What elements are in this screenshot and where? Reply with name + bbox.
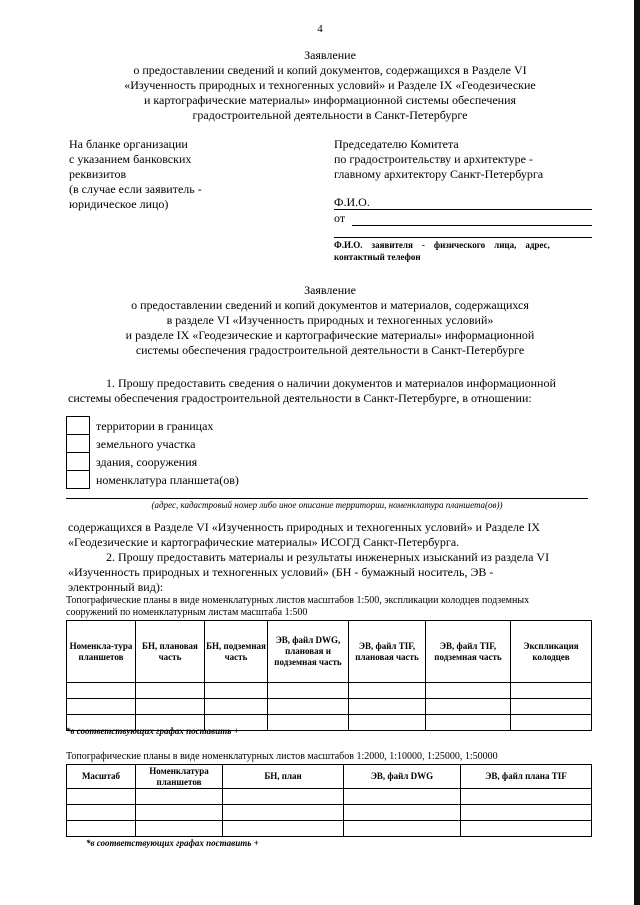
building-label: здания, сооружения xyxy=(96,455,198,469)
table-cell[interactable] xyxy=(223,789,344,805)
table-cell[interactable] xyxy=(344,821,461,837)
table-cell[interactable] xyxy=(349,715,426,731)
table-cell[interactable] xyxy=(223,805,344,821)
top-heading-line4: и картографические материалы» информационной системы обеспечения xyxy=(143,93,517,107)
table-cell[interactable] xyxy=(67,683,136,699)
addressee-line3: главному архитектору Санкт-Петербурга xyxy=(334,167,544,181)
table-cell[interactable] xyxy=(349,683,426,699)
col-wells: Экспликация колодцев xyxy=(511,621,592,683)
from-label: от xyxy=(334,211,346,225)
application-heading-line1: Заявление xyxy=(304,283,356,297)
request-paragraph-1-line2: системы обеспечения градостроительной деятельности в Санкт-Петербурге, в отношении: xyxy=(68,391,532,405)
col-paper-plan: БН, плановая часть xyxy=(136,621,205,683)
col-paper-plan-2: БН, план xyxy=(223,765,344,789)
fio-line xyxy=(334,209,592,210)
application-heading-line2: о предоставлении сведений и копий документов и материалов, содержащихся xyxy=(131,298,529,312)
table-cell[interactable] xyxy=(67,805,136,821)
table-cell[interactable] xyxy=(349,699,426,715)
addressee-line1: Председателю Комитета xyxy=(334,137,459,151)
request-paragraph-2-line2: «Изученность природных и техногенных условий» (БН - бумажный носитель, ЭВ - xyxy=(68,565,494,579)
table-cell[interactable] xyxy=(426,699,511,715)
top-heading-line3: «Изученность природных и техногенных условий» и Разделе IX «Геодезические xyxy=(124,78,536,92)
request-paragraph-1-line1: 1. Прошу предоставить сведения о наличии документов и материалов информационной xyxy=(106,376,556,390)
sheet-number-checkbox[interactable] xyxy=(66,470,90,489)
table-cell[interactable] xyxy=(205,699,268,715)
table-cell[interactable] xyxy=(67,821,136,837)
application-heading xyxy=(40,283,620,358)
sheet-number-label: номенклатура планшета(ов) xyxy=(96,473,239,487)
top-heading-line1: Заявление xyxy=(304,48,356,62)
application-heading-line5: системы обеспечения градостроительной деятельности в Санкт-Петербурге xyxy=(135,343,525,357)
table-cell[interactable] xyxy=(426,715,511,731)
table1-footnote: *в соответствующих графах поставить + xyxy=(66,726,239,736)
table-cell[interactable] xyxy=(461,789,592,805)
table-cell[interactable] xyxy=(268,715,349,731)
col-dwg: ЭВ, файл DWG, плановая и подземная часть xyxy=(268,621,349,683)
address-input-line[interactable] xyxy=(66,498,588,499)
applicant-note-line1: Ф.И.О. заявителя - физического лица, адрес, xyxy=(334,240,550,250)
land-plot-label: земельного участка xyxy=(96,437,196,451)
addressee-line2: по градостроительству и архитектуре - xyxy=(334,152,533,166)
territory-checkbox[interactable] xyxy=(66,416,90,435)
table-cell[interactable] xyxy=(426,683,511,699)
scan-edge xyxy=(634,0,640,905)
col-tif-underground: ЭВ, файл TIF, подземная часть xyxy=(426,621,511,683)
letterhead-line2: с указанием банковских xyxy=(69,152,192,166)
contained-paragraph-line1: содержащихся в Разделе VI «Изученность природных и техногенных условий» и Разделе IX xyxy=(68,520,541,534)
table-cell[interactable] xyxy=(461,805,592,821)
applicant-note-line2: контактный телефон xyxy=(334,252,421,262)
table-cell[interactable] xyxy=(268,683,349,699)
table-cell[interactable] xyxy=(136,699,205,715)
letterhead-line3: реквизитов xyxy=(69,167,127,181)
request-paragraph-2 xyxy=(68,550,588,595)
letterhead-line4: (в случае если заявитель - xyxy=(69,182,202,196)
col-sheet-numbers: Номенкла-тура планшетов xyxy=(67,621,136,683)
table-cell[interactable] xyxy=(136,805,223,821)
territory-label: территории в границах xyxy=(96,419,214,433)
large-scale-table xyxy=(66,764,592,837)
scale-500-table xyxy=(66,620,592,731)
request-paragraph-2-line1: 2. Прошу предоставить материалы и результаты инженерных изысканий из раздела VI xyxy=(106,550,550,564)
building-checkbox[interactable] xyxy=(66,452,90,471)
table-cell[interactable] xyxy=(136,683,205,699)
letterhead-line5: юридическое лицо) xyxy=(69,197,169,211)
col-sheet-numbers-2: Номенклатура планшетов xyxy=(136,765,223,789)
contained-paragraph-line2: «Геодезические и картографические материалы» ИСОГД Санкт-Петербурга. xyxy=(68,535,460,549)
addressee xyxy=(334,137,604,182)
address-caption: (адрес, кадастровый номер либо иное описание территории, номенклатура планшета(ов)) xyxy=(151,500,503,510)
table-cell[interactable] xyxy=(223,821,344,837)
land-plot-checkbox[interactable] xyxy=(66,434,90,453)
table-cell[interactable] xyxy=(268,699,349,715)
applicant-line xyxy=(334,237,592,238)
col-scale: Масштаб xyxy=(67,765,136,789)
col-dwg-2: ЭВ, файл DWG xyxy=(344,765,461,789)
table-cell[interactable] xyxy=(67,789,136,805)
table2-caption: Топографические планы в виде номенклатурных листов масштабов 1:2000, 1:10000, 1:25000, 1:50000 xyxy=(66,751,498,762)
from-line xyxy=(352,225,592,226)
table1-caption-line2: сооружений по номенклатурным листам масштаба 1:500 xyxy=(66,607,308,618)
request-paragraph-1 xyxy=(68,376,588,406)
fio-label: Ф.И.О. xyxy=(334,195,370,209)
request-paragraph-2-line3: электронный вид): xyxy=(68,580,164,594)
application-heading-line3: в разделе VI «Изученность природных и техногенных условий» xyxy=(166,313,494,327)
application-heading-line4: и разделе IX «Геодезические и картографические материалы» информационной xyxy=(125,328,535,342)
top-heading-line2: о предоставлении сведений и копий документов, содержащихся в Разделе VI xyxy=(133,63,527,77)
letterhead-note xyxy=(69,137,309,212)
col-tif-2: ЭВ, файл плана TIF xyxy=(461,765,592,789)
col-paper-underground: БН, подземная часть xyxy=(205,621,268,683)
table-cell[interactable] xyxy=(511,683,592,699)
table-cell[interactable] xyxy=(344,805,461,821)
page-number: 4 xyxy=(317,23,323,35)
table-cell[interactable] xyxy=(344,789,461,805)
top-heading-line5: градостроительной деятельности в Санкт-Петербурге xyxy=(192,108,468,122)
letterhead-line1: На бланке организации xyxy=(69,137,188,151)
col-tif-plan: ЭВ, файл TIF, плановая часть xyxy=(349,621,426,683)
table-cell[interactable] xyxy=(511,715,592,731)
table2-footnote: *в соответствующих графах поставить + xyxy=(86,838,259,848)
table-cell[interactable] xyxy=(136,821,223,837)
top-heading xyxy=(40,48,620,123)
table-cell[interactable] xyxy=(461,821,592,837)
table-cell[interactable] xyxy=(511,699,592,715)
table-cell[interactable] xyxy=(205,683,268,699)
table-cell[interactable] xyxy=(136,789,223,805)
table-cell[interactable] xyxy=(67,699,136,715)
contained-paragraph xyxy=(68,520,588,550)
table1-caption-line1: Топографические планы в виде номенклатурных листов масштабов 1:500, экспликации колодцев подземных xyxy=(66,595,530,606)
